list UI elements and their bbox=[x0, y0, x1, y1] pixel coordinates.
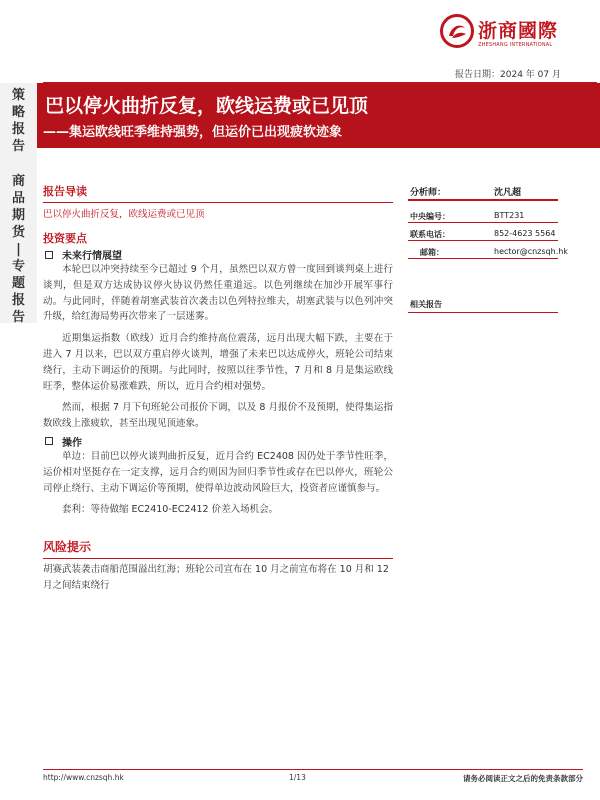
analyst-email-label: 邮箱： bbox=[420, 248, 444, 257]
footer-divider bbox=[43, 769, 583, 770]
analyst-phone-value: 852-4623 5564 bbox=[494, 229, 556, 238]
analyst-id-label: 中央编号： bbox=[410, 212, 450, 221]
risk-heading: 风险提示 bbox=[43, 540, 92, 555]
guide-text: 巴以停火曲折反复，欧线运费或已见顶 bbox=[43, 209, 205, 220]
main-content bbox=[43, 183, 393, 594]
analyst-name-row bbox=[408, 183, 558, 201]
guide-divider bbox=[43, 202, 393, 203]
report-subtitle: ——集运欧线旺季维持强势，但运价已出现疲软迹象 bbox=[43, 125, 343, 140]
logo-text-cn: 浙商國際 bbox=[478, 20, 559, 42]
left-label-char: 期 bbox=[11, 208, 25, 223]
related-reports-label: 相关报告 bbox=[410, 300, 442, 309]
footer-disclaimer: 请务必阅读正文之后的免责条款部分 bbox=[463, 774, 583, 783]
related-reports-row bbox=[408, 297, 558, 313]
paragraph-1: 本轮巴以冲突持续至今已超过 9 个月，虽然巴以双方曾一度回到谈判桌上进行谈判，但是双方达成协议停火协议仍然任重道远。以色列继续在加沙开展军事行动。与此同时，伴随着胡塞武装首次袭击以色列特拉维夫，胡塞武装与以色列冲突升级，给红海局势再次带来了一层迷雾。 bbox=[43, 264, 393, 323]
bullet-operation-label: 操作 bbox=[62, 437, 82, 449]
bullet-outlook-label: 未来行情展望 bbox=[62, 251, 122, 262]
left-label-char: 题 bbox=[11, 276, 25, 291]
left-label-char: | bbox=[16, 242, 21, 257]
checkbox-icon bbox=[45, 251, 53, 259]
paragraph-2: 近期集运指数（欧线）近月合约维持高位震荡，远月出现大幅下跌，主要在于进入 7 月以来，巴以双方重启停火谈判，增强了未来巴以达成停火，班轮公司结束绕行，主动下调运价的预期。与此同时，按照以往季节性，7 月和 8 月是集运欧线旺季，整体运价易涨难跌，所以，近月合约相对强势。 bbox=[43, 333, 393, 392]
risk-divider bbox=[43, 558, 393, 559]
analyst-id-value: BTT231 bbox=[494, 211, 525, 220]
bullet-outlook bbox=[43, 247, 393, 262]
risk-text: 胡赛武装袭击商船范围溢出红海；班轮公司宣布在 10 月之前宣布将在 10 月和 12 月之间结束绕行 bbox=[43, 564, 389, 591]
page-number: 1/13 bbox=[289, 773, 306, 782]
guide-heading: 报告导读 bbox=[43, 185, 87, 198]
left-label-char: 专 bbox=[11, 259, 25, 274]
checkbox-icon bbox=[45, 437, 53, 445]
analyst-email-row bbox=[408, 245, 568, 259]
analyst-name: 沈凡超 bbox=[494, 188, 522, 198]
footer-url[interactable]: http://www.cnzsqh.hk bbox=[43, 773, 124, 782]
analyst-email-value[interactable]: hector@cnzsqh.hk bbox=[494, 247, 568, 256]
points-heading: 投资要点 bbox=[43, 232, 87, 245]
left-label-char: 品 bbox=[11, 191, 25, 206]
logo-mark-icon bbox=[440, 14, 474, 48]
analyst-id-row bbox=[408, 209, 558, 223]
left-label-char: 告 bbox=[11, 139, 25, 154]
company-logo bbox=[440, 14, 590, 54]
analyst-panel bbox=[408, 183, 568, 313]
left-label-char: 报 bbox=[11, 122, 25, 137]
paragraph-3: 然而，根据 7 月下旬班轮公司报价下调，以及 8 月报价不及预期，使得集运指数欧线上涨疲软，甚至出现见顶迹象。 bbox=[43, 402, 393, 430]
paragraph-4: 单边：目前巴以停火谈判曲折反复，近月合约 EC2408 因仍处于季节性旺季，运价相对坚挺存在一定支撑，远月合约则因为回归季节性或存在巴以停火，班轮公司停止绕行、主动下调运价等预期，使得单边波动风险巨大，投资者应谨慎参与。 bbox=[43, 450, 393, 494]
paragraph-5: 套利：等待做缩 EC2410-EC2412 价差入场机会。 bbox=[62, 504, 279, 516]
report-date: 报告日期：2024 年 07 月 bbox=[455, 70, 561, 80]
report-title: 巴以停火曲折反复，欧线运费或已见顶 bbox=[45, 95, 369, 117]
left-label-char: 报 bbox=[11, 293, 25, 308]
logo-text-en: ZHESHANG INTERNATIONAL bbox=[478, 42, 553, 48]
analyst-phone-row bbox=[408, 227, 558, 241]
report-date-row bbox=[43, 65, 597, 83]
title-band bbox=[37, 83, 600, 148]
left-label-char: 告 bbox=[11, 310, 25, 325]
left-label-char: 商 bbox=[11, 174, 25, 189]
analyst-label: 分析师： bbox=[410, 188, 447, 198]
left-label-char: 货 bbox=[11, 225, 25, 240]
bullet-operation bbox=[43, 434, 393, 449]
analyst-phone-label: 联系电话： bbox=[410, 230, 450, 239]
left-label-char: 策 bbox=[11, 88, 25, 103]
left-label-char: 略 bbox=[11, 105, 25, 120]
